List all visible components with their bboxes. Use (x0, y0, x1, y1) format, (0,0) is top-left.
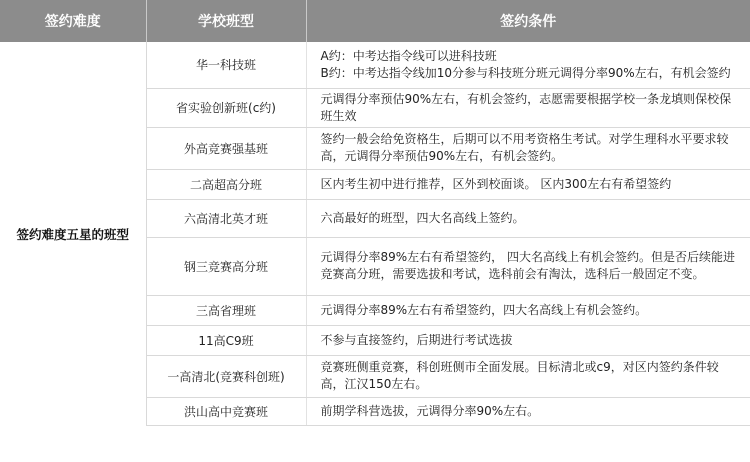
condition-text: 元调得分率预估90%左右，有机会签约，志愿需要根据学校一条龙填则保校保班生效 (320, 91, 732, 123)
condition-cell (306, 325, 750, 355)
condition-cell (306, 237, 750, 295)
condition-cell (306, 42, 750, 88)
condition-cell (306, 199, 750, 237)
class-name-cell: 三高省理班 (146, 295, 306, 325)
class-name-cell: 六高清北英才班 (146, 199, 306, 237)
class-name-cell: 钢三竞赛高分班 (146, 237, 306, 295)
condition-text: 区内考生初中进行推荐，区外到校面谈。 区内300左右有希望签约 (320, 176, 672, 191)
class-name-cell: 华一科技班 (146, 42, 306, 88)
condition-text: 六高最好的班型，四大名高线上签约。 (320, 210, 525, 225)
table-header-row (0, 0, 750, 42)
condition-cell (306, 127, 750, 169)
condition-cell (306, 169, 750, 199)
condition-text: A约：中考达指令线可以进科技班 (320, 48, 497, 63)
class-name-cell: 一高清北(竞赛科创班) (146, 355, 306, 397)
class-name-cell: 外高竞赛强基班 (146, 127, 306, 169)
condition-text: 元调得分率89%左右有希望签约，四大名高线上有机会签约。 (320, 302, 648, 317)
condition-cell (306, 355, 750, 397)
condition-text: 竞赛班侧重竞赛，科创班侧市全面发展。目标清北或c9，对区内签约条件较高，江汉150左右。 (320, 360, 719, 391)
table-row (0, 42, 750, 88)
header-condition: 签约条件 (306, 0, 750, 42)
condition-text: 前期学科营选拔，元调得分率90%左右。 (320, 403, 540, 418)
condition-cell (306, 88, 750, 127)
difficulty-level-cell: 签约难度五星的班型 (0, 42, 146, 425)
class-name-cell: 二高超高分班 (146, 169, 306, 199)
class-name-cell: 省实验创新班(c约) (146, 88, 306, 127)
header-class: 学校班型 (146, 0, 306, 42)
class-name-cell: 11高C9班 (146, 325, 306, 355)
condition-text: B约：中考达指令线加10分参与科技班分班元调得分率90%左右，有机会签约 (320, 65, 731, 80)
table-body (0, 42, 750, 425)
condition-text: 签约一般会给免资格生，后期可以不用考资格生考试。对学生理科水平要求较高，元调得分率预估90%左右，有机会签约。 (320, 132, 729, 163)
header-level: 签约难度 (0, 0, 146, 42)
condition-cell (306, 295, 750, 325)
condition-text: 元调得分率89%左右有希望签约， 四大名高线上有机会签约。但是否后续能进竞赛高分班，需要选拔和考试，选科前会有淘汰，选科后一般固定不变。 (320, 250, 735, 281)
condition-text: 不参与直接签约，后期进行考试选拔 (320, 332, 513, 347)
condition-cell (306, 397, 750, 425)
class-name-cell: 洪山高中竞赛班 (146, 397, 306, 425)
